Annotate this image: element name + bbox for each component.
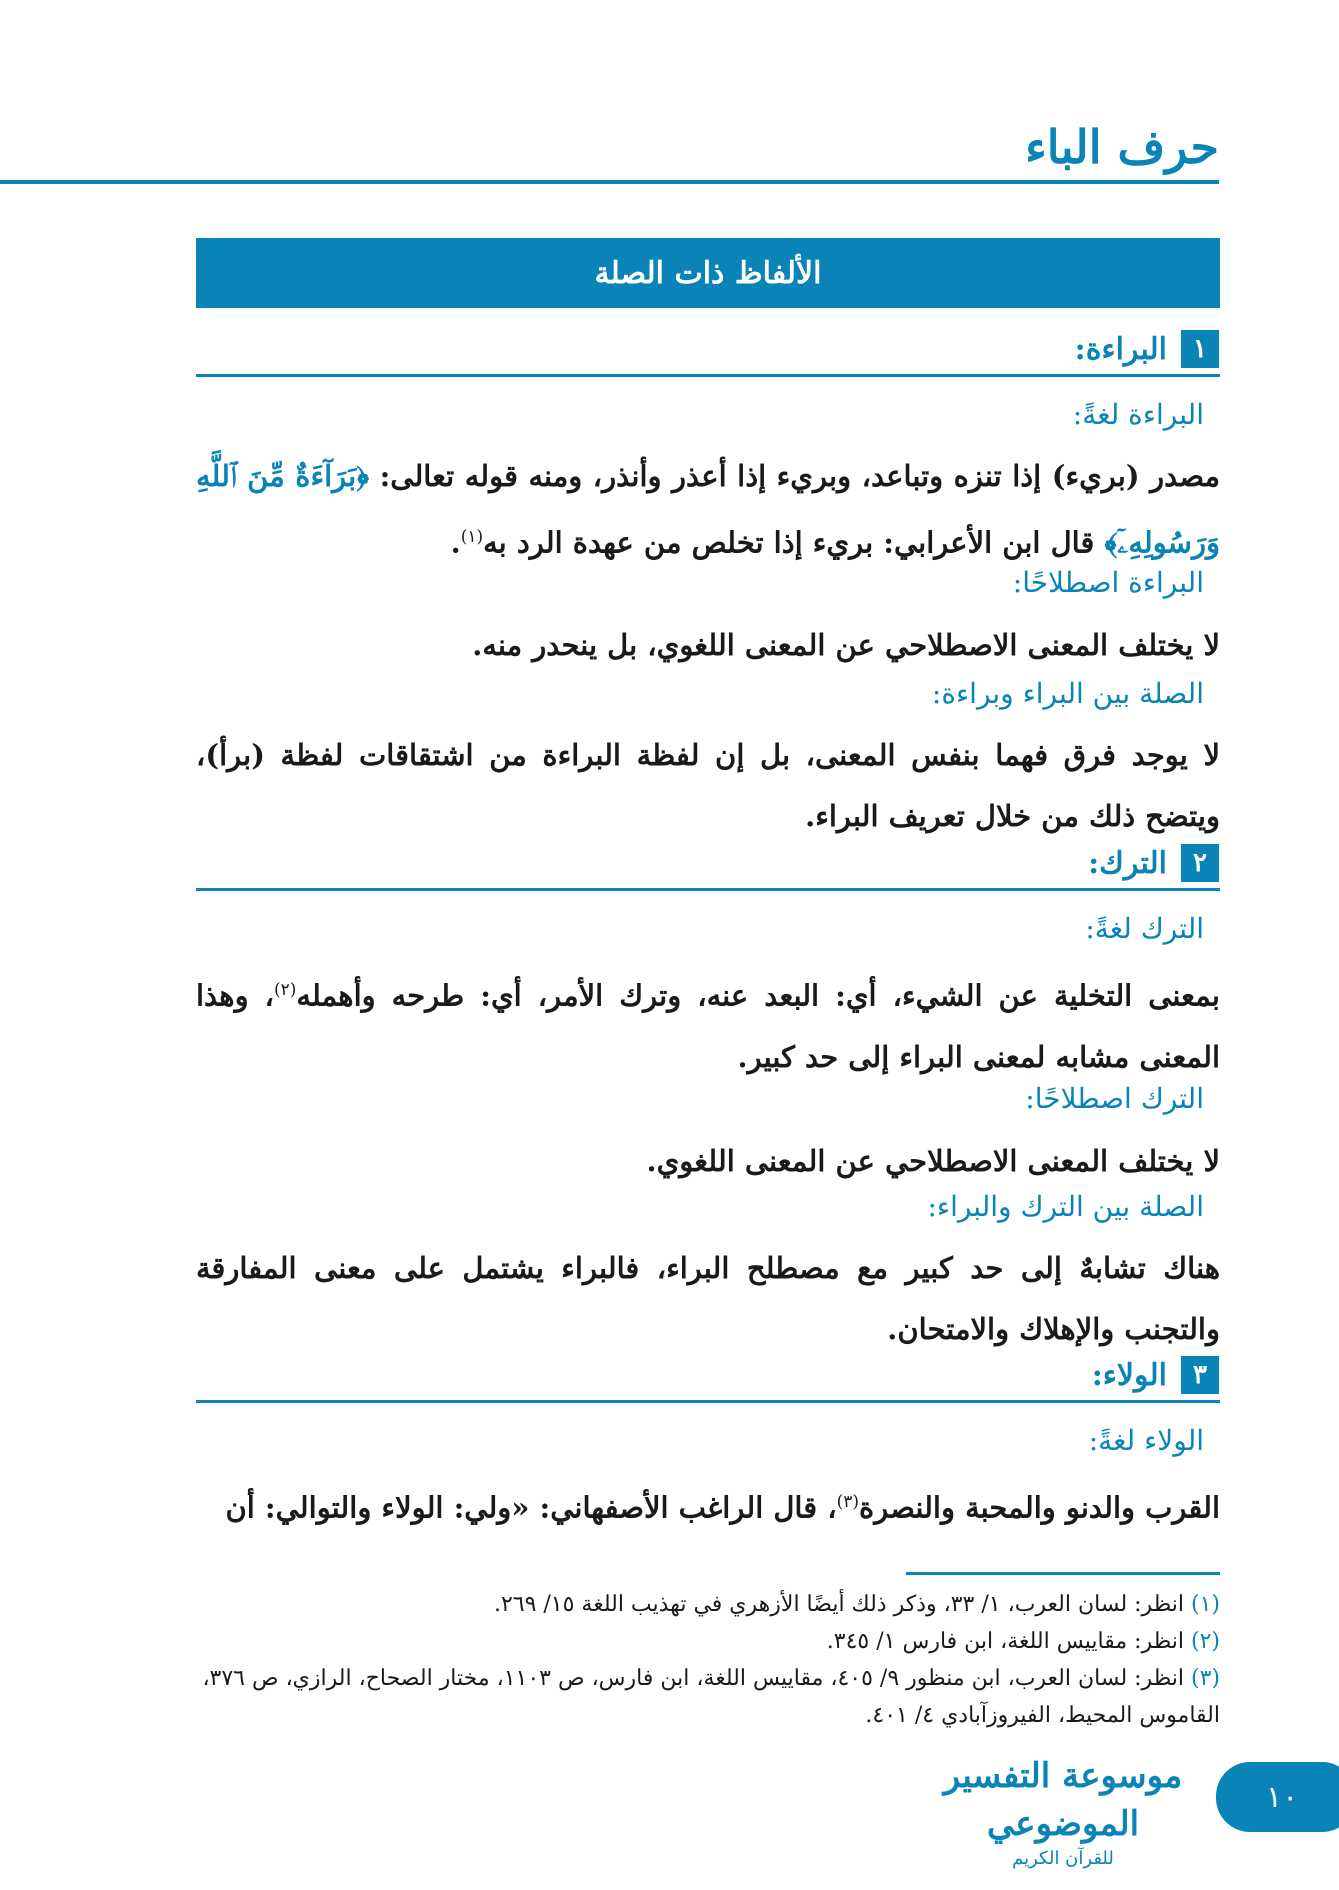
paragraph-text: بمعنى التخلية عن الشيء، أي: البعد عنه، وترك الأمر، أي: طرحه وأهمله — [296, 978, 1220, 1013]
subheading: الولاء لغةً: — [1088, 1424, 1204, 1457]
paragraph-text: مصدر (بريء) إذا تنزه وتباعد، وبريء إذا أعذر وأنذر، ومنه قوله تعالى: — [369, 459, 1221, 493]
footnotes — [196, 1586, 1220, 1734]
item-title: البراءة: — [1074, 331, 1167, 367]
item-rule — [196, 888, 1220, 891]
footnote — [196, 1660, 1220, 1734]
footnote-ref: (١) — [460, 527, 484, 547]
item-title: الترك: — [1088, 845, 1167, 881]
paragraph: لا يختلف المعنى الاصطلاحي عن المعنى اللغوي. — [646, 1144, 1220, 1178]
footnote-number: (١) — [1190, 1592, 1220, 1617]
paragraph: هناك تشابهٌ إلى حد كبير مع مصطلح البراء، فالبراء يشتمل على معنى المفارقة والتجنب والإهلاك والامتحان. — [196, 1251, 1220, 1346]
paragraph-text: ، وهذا المعنى مشابه لمعنى البراء إلى حد كبير. — [196, 978, 1220, 1074]
paragraph-text: ، قال الراغب الأصفهاني: «ولي: الولاء والتوالي: أن — [225, 1490, 837, 1525]
item-heading — [1088, 844, 1219, 882]
footnote-text: انظر: لسان العرب، ابن منظور ٩/ ٤٠٥، مقاييس اللغة، ابن فارس، ص ١١٠٣، مختار الصحاح، الرازي، ص ٣٧٦، القاموس المحيط، الفيروزآبادي ٤/ ٤٠١. — [202, 1666, 1220, 1728]
footnote-rule — [906, 1572, 1220, 1575]
item-rule — [196, 1400, 1220, 1403]
item-number-badge: ٣ — [1181, 1356, 1219, 1394]
paragraph — [196, 1472, 1220, 1539]
logo-title: موسوعة التفسير الموضوعي — [943, 1756, 1183, 1844]
page-number: ١٠ — [1266, 1779, 1299, 1815]
paragraph — [196, 446, 1220, 574]
item-rule — [196, 374, 1220, 377]
footnote-number: (٣) — [1190, 1666, 1220, 1691]
item-title: الولاء: — [1091, 1357, 1167, 1393]
subheading: الصلة بين البراء وبراءة: — [931, 677, 1204, 710]
footnote — [196, 1623, 1220, 1660]
subheading: الترك اصطلاحًا: — [1025, 1082, 1204, 1115]
footnote-text: انظر: مقاييس اللغة، ابن فارس ١/ ٣٤٥. — [826, 1629, 1184, 1654]
header-rule — [0, 180, 1219, 184]
subheading: الصلة بين الترك والبراء: — [927, 1190, 1204, 1223]
footnote — [196, 1586, 1220, 1623]
encyclopedia-logo — [938, 1752, 1188, 1869]
item-heading — [1092, 1356, 1219, 1394]
section-banner — [196, 238, 1220, 308]
page-number-badge — [1216, 1762, 1339, 1832]
logo-subtitle: للقرآن الكريم — [1012, 1848, 1114, 1869]
paragraph: لا يختلف المعنى الاصطلاحي عن المعنى اللغوي، بل ينحدر منه. — [472, 628, 1220, 662]
footnote-ref: (٢) — [273, 980, 297, 1000]
footnote-ref: (٣) — [836, 1492, 859, 1512]
footnote-text: انظر: لسان العرب، ١/ ٣٣، وذكر ذلك أيضًا الأزهري في تهذيب اللغة ١٥/ ٢٦٩. — [493, 1592, 1184, 1617]
paragraph-text: قال ابن الأعرابي: بريء إذا تخلص من عهدة الرد به — [483, 525, 1105, 560]
paragraph — [196, 960, 1220, 1088]
paragraph-text: . — [450, 525, 461, 560]
item-number-badge: ١ — [1181, 330, 1219, 368]
item-number-badge: ٢ — [1181, 844, 1219, 882]
footnote-number: (٢) — [1190, 1629, 1220, 1654]
paragraph-text: القرب والدنو والمحبة والنصرة — [859, 1490, 1220, 1525]
paragraph: لا يوجد فرق فهما بنفس المعنى، بل إن لفظة البراءة من اشتقاقات لفظة (برأ)، ويتضح ذلك من خلال تعريف البراء. — [196, 738, 1220, 833]
quran-verse: ﴿بَرَآءَةٌ مِّنَ ٱللَّهِ وَرَسُولِهِۦٓ﴾ — [196, 459, 1220, 560]
section-banner-title: الألفاظ ذات الصلة — [594, 255, 822, 291]
subheading: الترك لغةً: — [1085, 912, 1204, 945]
subheading: البراءة اصطلاحًا: — [1012, 566, 1204, 599]
item-heading — [1075, 330, 1219, 368]
chapter-title: حرف الباء — [1025, 120, 1219, 174]
subheading: البراءة لغةً: — [1072, 398, 1204, 431]
